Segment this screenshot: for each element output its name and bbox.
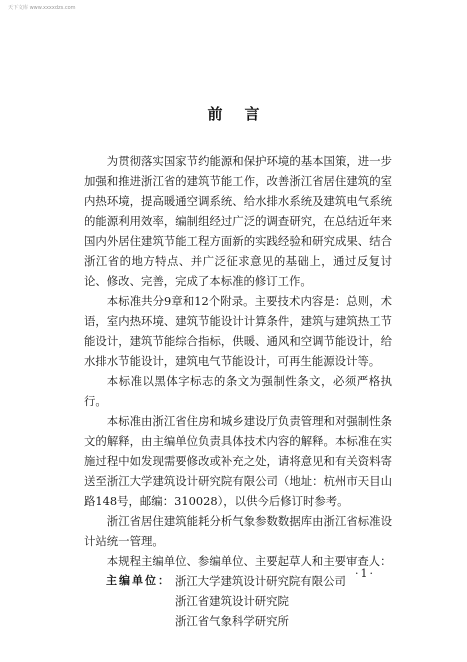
chief-editor-unit: 浙江省建筑设计研究院	[175, 594, 289, 608]
paragraph-units-intro: 本规程主编单位、参编单位、主要起草人和主要审查人：	[106, 554, 392, 568]
chief-editor-unit-list	[171, 571, 346, 631]
chief-editor-unit: 浙江省气象科学研究所	[175, 614, 289, 628]
paragraph-purpose: 为贯彻落实国家节约能源和保护环境的基本国策，进一步加强和推进浙江省的建筑节能工作，改善浙江省居住建筑的室内热环境，提高暖通空调系统、给水排水系统及建筑电气系统的能源利用效率，编制组经过广泛的调查研究，在总结近年来国内外居住建筑节能工程方面新的实践经验和研究成果、结合浙江省的地方特点、并广泛征求意见的基础上，通过反复讨论、修改、完善，完成了本标准的修订工作。	[84, 154, 392, 288]
watermark-text: 天下文库 www.xxxxdzs.com	[8, 5, 76, 11]
paragraph-database: 浙江省居住建筑能耗分析气象参数数据库由浙江省标准设计站统一管理。	[84, 514, 392, 548]
page-number: ·1·	[355, 567, 375, 580]
paragraph-contents: 本标准共分9章和12个附录。主要技术内容是：总则，术语，室内热环境、建筑节能设计计算条件，建筑与建筑热工节能设计，建筑节能综合指标，供暖、通风和空调节能设计，给水排水节能设计，建筑电气节能设计，可再生能源设计等。	[84, 294, 392, 368]
paragraph-management: 本标准由浙江省住房和城乡建设厅负责管理和对强制性条文的解释，由主编单位负责具体技术内容的解释。本标准在实施过程中如发现需要修改或补充之处，请将意见和有关资料寄送至浙江大学建筑设计研究院有限公司（地址：杭州市天目山路148号，邮编：310028），以供今后修订时参考。	[84, 414, 392, 508]
chief-editor-label: 主编单位：	[106, 574, 171, 587]
paragraph-mandatory: 本标准以黑体字标志的条文为强制性条文，必须严格执行。	[84, 374, 392, 408]
page-title: 前言	[207, 105, 282, 123]
chief-editor-units	[84, 571, 392, 631]
chief-editor-unit: 浙江大学建筑设计研究院有限公司	[175, 574, 346, 588]
preface-body	[84, 151, 392, 631]
